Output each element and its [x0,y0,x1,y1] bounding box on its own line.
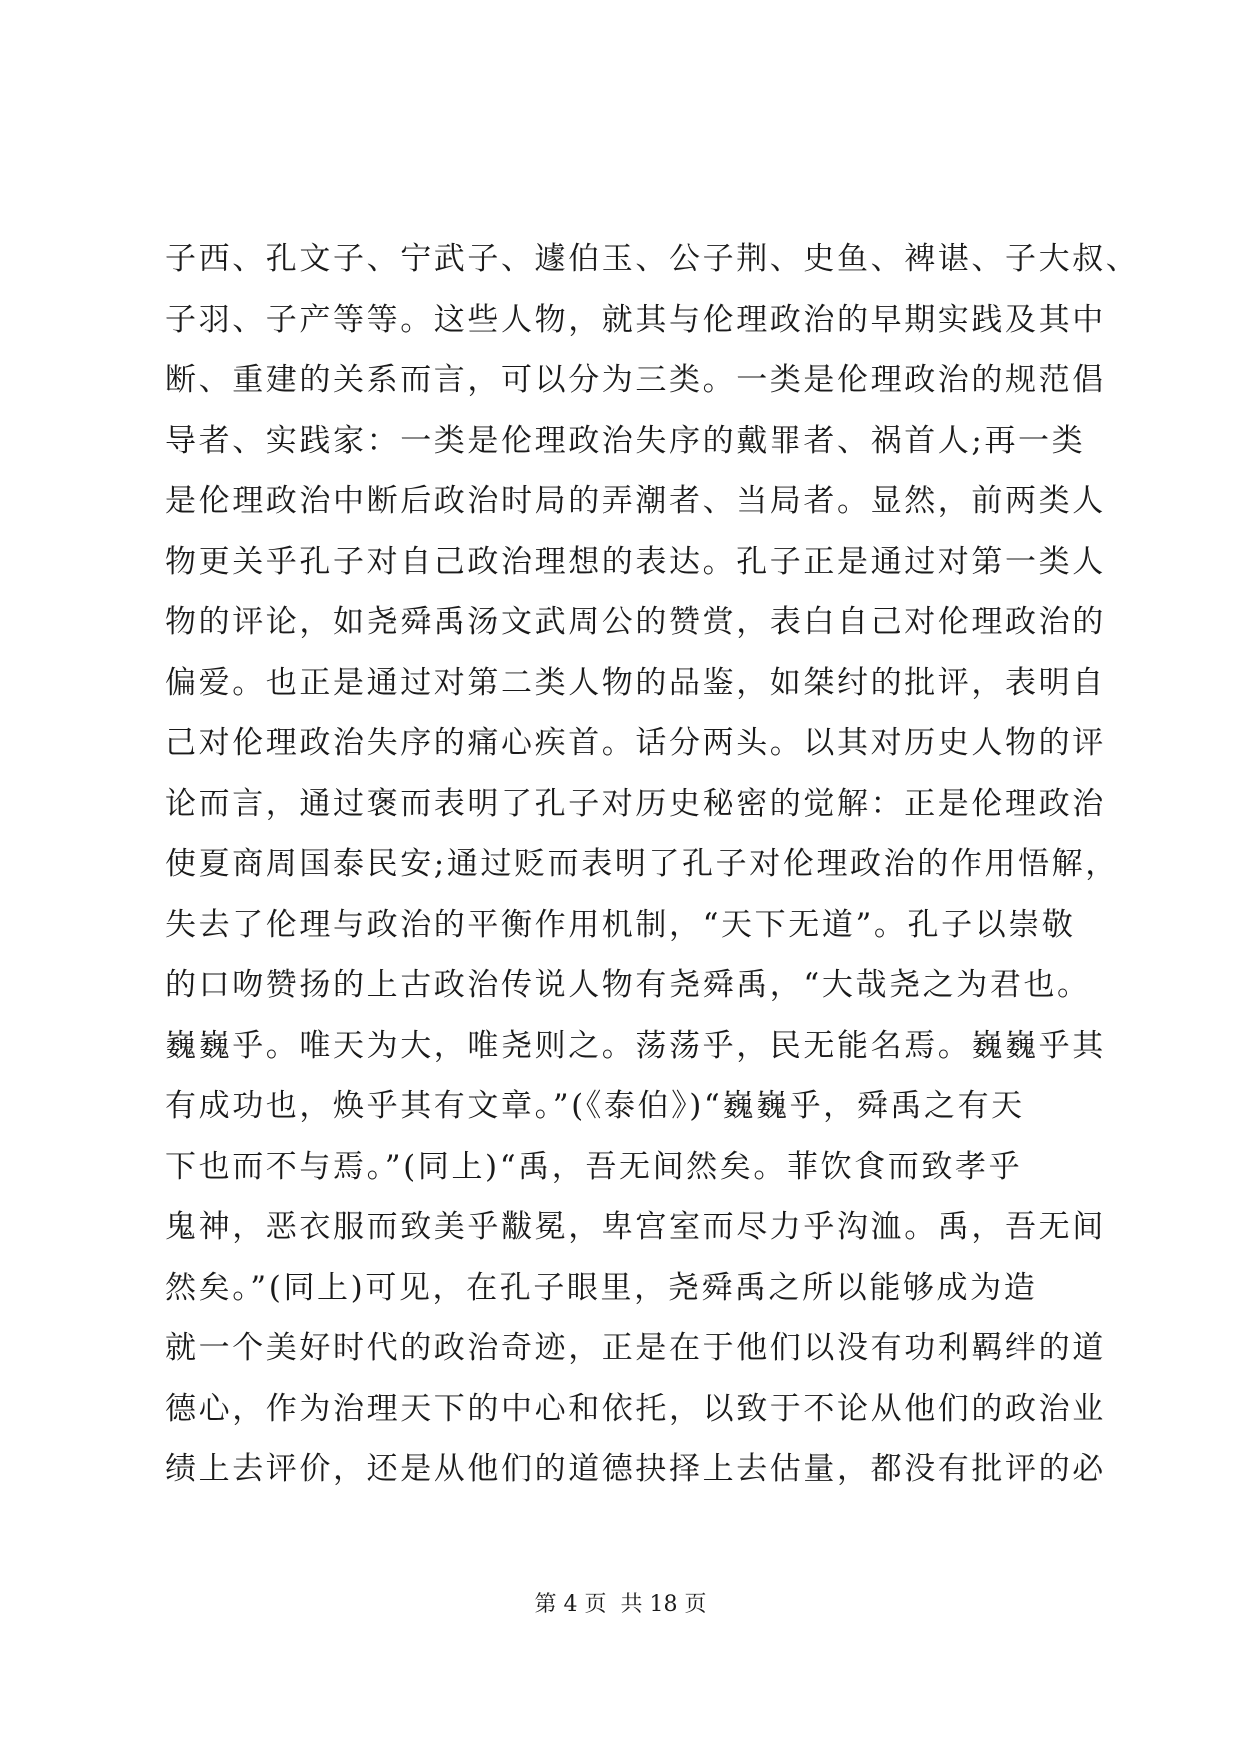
page-number-label: 第 4 页 共 18 页 [534,1592,707,1617]
text-line: 物更关乎孔子对自己政治理想的表达。孔子正是通过对第一类人 [165,543,1106,580]
text-line: 下也而不与焉。”(同上)“禹，吾无间然矣。菲饮食而致孝乎 [165,1148,1023,1185]
text-line: 导者、实践家：一类是伦理政治失序的戴罪者、祸首人;再一类 [165,422,1086,459]
text-line: 鬼神，恶衣服而致美乎黻冕，卑宫室而尽力乎沟洫。禹，吾无间 [165,1209,1106,1245]
text-line: 是伦理政治中断后政治时局的弄潮者、当局者。显然，前两类人 [165,483,1106,519]
text-line: 物的评论，如尧舜禹汤文武周公的赞赏，表白自己对伦理政治的 [165,604,1106,640]
text-line: 德心，作为治理天下的中心和依托，以致于不论从他们的政治业 [165,1390,1106,1427]
text-line: 子羽、子产等等。这些人物，就其与伦理政治的早期实践及其中 [165,301,1106,338]
text-line: 的口吻赞扬的上古政治传说人物有尧舜禹，“大哉尧之为君也。 [165,967,1091,1003]
text-line: 有成功也，焕乎其有文章。”(《泰伯》)“巍巍乎，舜禹之有天 [165,1088,1025,1124]
text-line: 子西、孔文子、宁武子、遽伯玉、公子荆、史鱼、裨谌、子大叔、 [165,241,1140,277]
text-line: 偏爱。也正是通过对第二类人物的品鉴，如桀纣的批评，表明自 [165,664,1106,701]
text-line: 失去了伦理与政治的平衡作用机制，“天下无道”。孔子以崇敬 [165,906,1076,943]
text-line: 就一个美好时代的政治奇迹，正是在于他们以没有功利羁绊的道 [165,1330,1106,1366]
text-line: 绩上去评价，还是从他们的道德抉择上去估量，都没有批评的必 [165,1451,1106,1487]
text-line: 断、重建的关系而言，可以分为三类。一类是伦理政治的规范倡 [165,362,1106,398]
text-line: 巍巍乎。唯天为大，唯尧则之。荡荡乎，民无能名焉。巍巍乎其 [165,1027,1106,1064]
page-footer [0,1590,1241,1620]
text-line: 使夏商周国泰民安;通过贬而表明了孔子对伦理政治的作用悟解， [165,846,1119,882]
body-text [165,229,1140,1500]
text-line: 然矣。”(同上)可见，在孔子眼里，尧舜禹之所以能够成为造 [165,1269,1038,1306]
text-line: 己对伦理政治失序的痛心疾首。话分两头。以其对历史人物的评 [165,725,1106,761]
text-line: 论而言，通过褒而表明了孔子对历史秘密的觉解：正是伦理政治 [165,785,1106,822]
